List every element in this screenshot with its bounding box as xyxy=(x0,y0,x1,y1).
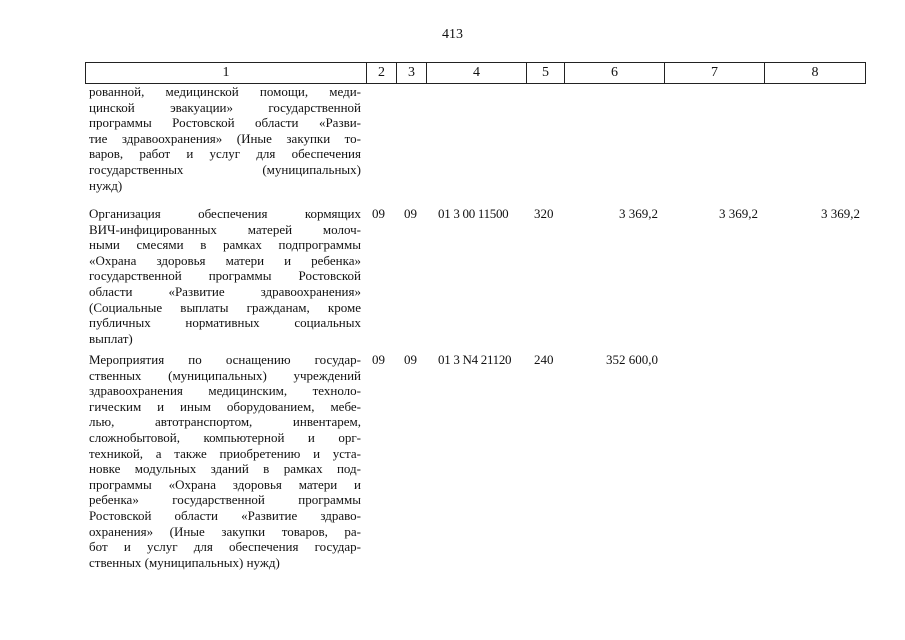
description-line: ребенка» государственной программы xyxy=(89,492,361,508)
header-col-4: 4 xyxy=(426,63,526,83)
description-line: гическим и иным оборудованием, мебе- xyxy=(89,398,361,414)
description-line: ными смесями в рамках подпрограммы xyxy=(89,237,361,253)
amount-col-7: 3 369,2 xyxy=(719,206,758,221)
header-col-5: 5 xyxy=(526,63,564,83)
description-line: (Социальные выплаты гражданам, кроме xyxy=(89,299,361,315)
description-line: «Охрана здоровья матери и ребенка» xyxy=(89,252,361,268)
description-line: ственных (муниципальных) нужд) xyxy=(89,554,280,570)
description-line: бот и услуг для обеспечения государ- xyxy=(89,539,361,555)
header-col-8: 8 xyxy=(764,63,865,83)
page-number: 413 xyxy=(442,27,463,42)
description-line: ственных (муниципальных) учреждений xyxy=(89,367,361,383)
expense-type-code: 240 xyxy=(534,352,554,367)
description-line: государственных (муниципальных) xyxy=(89,161,361,177)
description-line: программы Ростовской области «Разви- xyxy=(89,115,361,131)
description-line: государственной программы Ростовской xyxy=(89,268,361,284)
description-line: публичных нормативных социальных xyxy=(89,315,361,331)
header-col-2: 2 xyxy=(366,63,396,83)
table-header xyxy=(85,62,866,84)
description-line: лью, автотранспортом, инвентарем, xyxy=(89,414,361,430)
section-code: 09 xyxy=(372,352,385,367)
description-line: Организация обеспечения кормящих xyxy=(89,206,361,221)
description-line: варов, работ и услуг для обеспечения xyxy=(89,146,361,162)
row-description xyxy=(89,84,361,193)
header-col-6: 6 xyxy=(564,63,664,83)
description-line: здравоохранения медицинским, техноло- xyxy=(89,383,361,399)
description-line: охранения» (Иные закупки товаров, ра- xyxy=(89,523,361,539)
target-article-code: 01 3 00 11500 xyxy=(438,206,509,221)
header-col-1: 1 xyxy=(222,65,230,80)
section-code: 09 xyxy=(372,206,385,221)
description-line: выплат) xyxy=(89,330,133,346)
description-line: сложнобытовой, компьютерной и орг- xyxy=(89,429,361,445)
row-description xyxy=(89,206,361,346)
description-line: цинской эвакуации» государственной xyxy=(89,99,361,115)
description-line: нужд) xyxy=(89,177,123,193)
description-line: Мероприятия по оснащению государ- xyxy=(89,352,361,367)
subsection-code: 09 xyxy=(404,352,417,367)
description-line: программы «Охрана здоровья матери и xyxy=(89,476,361,492)
description-line: новке модульных зданий в рамках под- xyxy=(89,461,361,477)
amount-col-6: 352 600,0 xyxy=(606,352,658,367)
description-line: области «Развитие здравоохранения» xyxy=(89,283,361,299)
amount-col-6: 3 369,2 xyxy=(619,206,658,221)
header-col-7: 7 xyxy=(664,63,764,83)
target-article-code: 01 3 N4 21120 xyxy=(438,352,512,367)
subsection-code: 09 xyxy=(404,206,417,221)
header-col-3: 3 xyxy=(396,63,426,83)
description-line: ВИЧ-инфицированных матерей молоч- xyxy=(89,221,361,237)
description-line: тие здравоохранения» (Иные закупки то- xyxy=(89,130,361,146)
description-line: Ростовской области «Развитие здраво- xyxy=(89,507,361,523)
amount-col-8: 3 369,2 xyxy=(821,206,860,221)
description-line: рованной, медицинской помощи, меди- xyxy=(89,84,361,99)
row-description xyxy=(89,352,361,570)
expense-type-code: 320 xyxy=(534,206,554,221)
description-line: техникой, а также приобретению и уста- xyxy=(89,445,361,461)
